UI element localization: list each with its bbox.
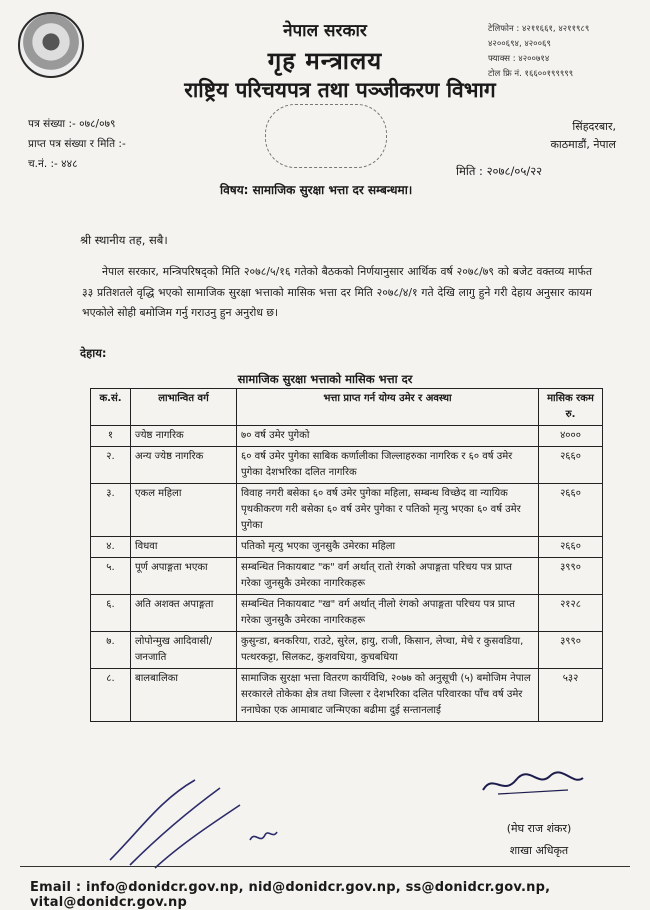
row-category: विधवा <box>131 537 237 558</box>
table-row <box>91 595 603 632</box>
row-sn: ७. <box>91 632 131 669</box>
row-amount: ४००० <box>539 426 603 447</box>
signer-block <box>494 818 584 862</box>
body-paragraph: नेपाल सरकार, मन्त्रिपरिषद्को मिति २०७८/५/१६ गतेको बैठकको निर्णयानुसार आर्थिक वर्ष २०७८/७९ को बजेट वक्तव्य मार्फत ३३ प्रतिशतले वृद्धि भएको सामाजिक सुरक्षा भत्ताको मासिक भत्ता दर मिति २०७८/४/१ गते देखि लागु हुने गरी देहाय अनुसार कायम भएकोले सोही बमोजिम गर्नु गराउनु हुन अनुरोध छ। <box>82 265 592 319</box>
salutation: श्री स्थानीय तह, सबै। <box>80 233 168 247</box>
contact-fax: फ्याक्स : ४२००७१४ <box>488 54 550 64</box>
row-sn: ८. <box>91 669 131 722</box>
row-sn: २. <box>91 447 131 484</box>
row-eligibility: सामाजिक सुरक्षा भत्ता वितरण कार्यविधि, २०७७ को अनुसूची (५) बमोजिम नेपाल सरकारले तोकेका क्षेत्र तथा जिल्ला र देशभरिका दलित परिवारका पाँच वर्ष उमेर ननाघेका एक आमाबाट जन्मिएका बढीमा दुई सन्तानलाई <box>237 669 539 722</box>
letter-subject: विषय: सामाजिक सुरक्षा भत्ता दर सम्बन्धमा। <box>220 183 413 197</box>
row-amount: २६६० <box>539 447 603 484</box>
office-seal-stamp <box>265 104 387 168</box>
footer-divider <box>20 866 630 867</box>
row-amount: ५३२ <box>539 669 603 722</box>
letter-number: पत्र संख्या :- ०७८/०७९ <box>28 118 116 130</box>
letter-date: मिति : २०७८/०५/२२ <box>456 164 543 178</box>
ministry-name: गृह मन्त्रालय <box>267 47 383 75</box>
row-eligibility: विवाह नगरी बसेका ६० वर्ष उमेर पुगेका महिला, सम्बन्ध विच्छेद वा न्यायिक पृथकीकरण गरी बसेका ६० वर्ष उमेर पुगेका र पतिको मृत्यु भएका ६० वर्ष उमेर पुगेका <box>237 484 539 537</box>
footer-email: Email : info@donidcr.gov.np, nid@donidcr.gov.np, ss@donidcr.gov.np, vital@donidcr.gov.np <box>30 880 551 910</box>
row-sn: ३. <box>91 484 131 537</box>
row-eligibility: ६० वर्ष उमेर पुगेका साबिक कर्णालीका जिल्लाहरुका नागरिक र ६० वर्ष उमेर पुगेका देशभरिका दलित नागरिक <box>237 447 539 484</box>
row-amount: २१२८ <box>539 595 603 632</box>
government-name: नेपाल सरकार <box>283 21 367 41</box>
table-row <box>91 484 603 537</box>
row-category: बालबालिका <box>131 669 237 722</box>
signer-title: शाखा अधिकृत <box>509 844 569 857</box>
row-category: लोपोन्मुख आदिवासी/जनजाति <box>131 632 237 669</box>
row-eligibility: पतिको मृत्यु भएका जुनसुकै उमेरका महिला <box>237 537 539 558</box>
row-amount: ३९९० <box>539 632 603 669</box>
received-letter: प्राप्त पत्र संख्या र मिति :- <box>28 138 126 150</box>
contact-phone: टेलिफोन : ४२११६६१, ४२११९८९ <box>488 24 590 34</box>
header-category: लाभान्वित वर्ग <box>131 389 237 426</box>
table-row <box>91 426 603 447</box>
table-row <box>91 632 603 669</box>
dehay-label: देहाय: <box>80 346 107 360</box>
reference-block <box>28 114 126 174</box>
row-category: ज्येष्ठ नागरिक <box>131 426 237 447</box>
row-sn: ६. <box>91 595 131 632</box>
row-sn: १ <box>91 426 131 447</box>
row-eligibility: सम्बन्धित निकायबाट "ख" वर्ग अर्थात् नीलो रंगको अपाङ्गता परिचय पत्र प्राप्त गरेका जुनसुकै उमेरका नागरिकहरू <box>237 595 539 632</box>
table-row <box>91 558 603 595</box>
contact-phone-2: ४२००६९४, ४२००६९ <box>488 39 551 49</box>
table-header-row <box>91 389 603 426</box>
row-category: अन्य ज्येष्ठ नागरिक <box>131 447 237 484</box>
dispatch-number: च.नं. :- ४४८ <box>28 158 78 170</box>
row-eligibility: कुसुन्डा, बनकरिया, राउटे, सुरेल, हायु, राजी, किसान, लेप्चा, मेचे र कुसवडिया, पत्थरकट्टा, सिलकट, कुशवधिया, कुचबधिया <box>237 632 539 669</box>
row-eligibility: सम्बन्धित निकायबाट "क" वर्ग अर्थात् रातो रंगको अपाङ्गता परिचय पत्र प्राप्त गरेका जुनसुकै उमेरका नागरिकहरू <box>237 558 539 595</box>
table-row <box>91 669 603 722</box>
row-category: अति अशक्त अपाङ्गता <box>131 595 237 632</box>
row-category: एकल महिला <box>131 484 237 537</box>
allowance-table <box>90 388 603 722</box>
row-amount: २६६० <box>539 537 603 558</box>
row-sn: ५. <box>91 558 131 595</box>
handwritten-note <box>100 770 300 870</box>
row-amount: २६६० <box>539 484 603 537</box>
table-row <box>91 537 603 558</box>
signer-name: (मेघ राज शंकर) <box>506 822 572 835</box>
table-title: सामाजिक सुरक्षा भत्ताको मासिक भत्ता दर <box>237 372 413 386</box>
table-row <box>91 447 603 484</box>
office-address <box>506 118 616 154</box>
contact-tollfree: टोल फ्रि नं. १६६००१९९९९९ <box>488 69 574 79</box>
row-category: पूर्ण अपाङ्गता भएका <box>131 558 237 595</box>
office-location: सिंहदरबार, <box>572 120 616 133</box>
department-name: राष्ट्रिय परिचयपत्र तथा पञ्जीकरण विभाग <box>184 78 496 102</box>
contact-block <box>488 22 638 82</box>
header-sn: क.सं. <box>91 389 131 426</box>
row-amount: ३९९० <box>539 558 603 595</box>
row-eligibility: ७० वर्ष उमेर पुगेको <box>237 426 539 447</box>
signature <box>478 768 588 798</box>
header-amount: मासिक रकम रु. <box>539 389 603 426</box>
office-city: काठमाडौं, नेपाल <box>550 138 616 151</box>
row-sn: ४. <box>91 537 131 558</box>
header-eligibility: भत्ता प्राप्त गर्न योग्य उमेर र अवस्था <box>237 389 539 426</box>
